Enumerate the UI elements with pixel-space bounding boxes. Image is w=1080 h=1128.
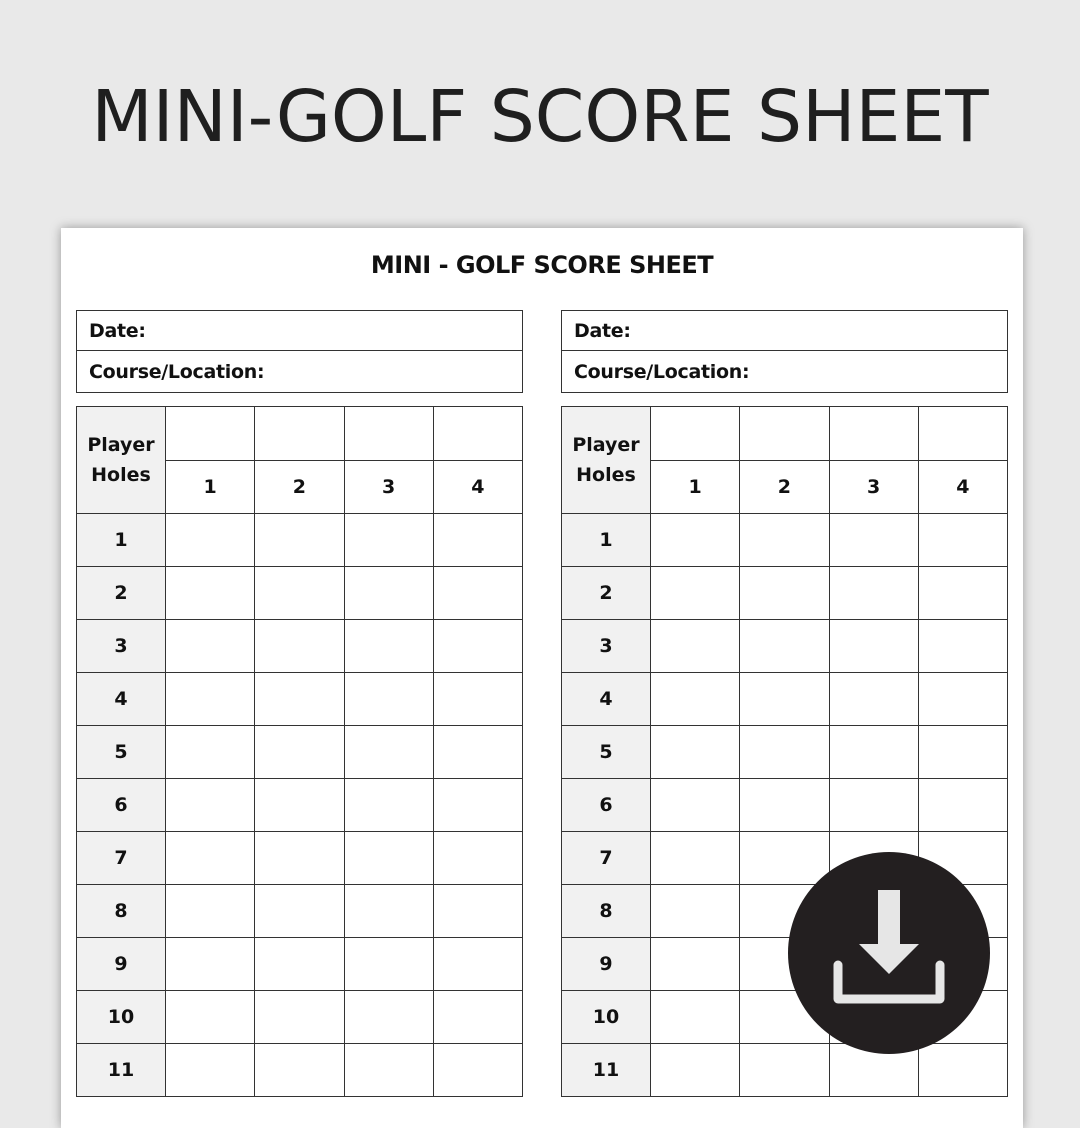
hole-number: 1: [562, 514, 651, 567]
table-row: [562, 673, 1008, 726]
score-cell[interactable]: [255, 938, 344, 991]
score-cell[interactable]: [829, 514, 918, 567]
score-cell[interactable]: [651, 885, 740, 938]
hole-number: 6: [77, 779, 166, 832]
hole-number: 1: [77, 514, 166, 567]
score-cell[interactable]: [255, 1044, 344, 1097]
score-table: [76, 406, 523, 1097]
score-cell[interactable]: [344, 620, 433, 673]
score-cell[interactable]: [651, 991, 740, 1044]
score-cell[interactable]: [829, 779, 918, 832]
date-field[interactable]: [77, 311, 522, 351]
player-name-cell[interactable]: [740, 407, 829, 461]
sheet-title: MINI - GOLF SCORE SHEET: [370, 251, 714, 279]
score-cell[interactable]: [651, 832, 740, 885]
score-cell[interactable]: [344, 938, 433, 991]
player-name-cell[interactable]: [918, 407, 1007, 461]
score-cell[interactable]: [166, 885, 255, 938]
player-number: 2: [740, 461, 829, 514]
score-cell[interactable]: [433, 885, 522, 938]
score-cell[interactable]: [829, 726, 918, 779]
player-name-cell[interactable]: [433, 407, 522, 461]
corner-holes-label: Holes: [576, 464, 636, 486]
score-cell[interactable]: [651, 514, 740, 567]
table-row: [562, 726, 1008, 779]
hole-number: 9: [77, 938, 166, 991]
score-cell[interactable]: [344, 567, 433, 620]
date-field[interactable]: [562, 311, 1007, 351]
score-cell[interactable]: [651, 779, 740, 832]
score-cell[interactable]: [344, 673, 433, 726]
info-box: [76, 310, 523, 393]
score-cell[interactable]: [740, 673, 829, 726]
player-number: 3: [829, 461, 918, 514]
score-cell[interactable]: [166, 567, 255, 620]
location-label: Course/Location:: [89, 360, 265, 383]
score-cell[interactable]: [651, 673, 740, 726]
hole-number: 2: [562, 567, 651, 620]
location-field[interactable]: [77, 351, 522, 392]
score-cell[interactable]: [166, 1044, 255, 1097]
hole-number: 5: [77, 726, 166, 779]
table-row: [562, 567, 1008, 620]
score-cell[interactable]: [651, 567, 740, 620]
player-holes-corner: [77, 407, 166, 514]
location-field[interactable]: [562, 351, 1007, 392]
table-row: [77, 620, 523, 673]
table-row: [77, 779, 523, 832]
date-label: Date:: [574, 319, 631, 342]
score-cell[interactable]: [433, 991, 522, 1044]
player-number: 3: [344, 461, 433, 514]
score-cell[interactable]: [918, 620, 1007, 673]
score-cell[interactable]: [344, 832, 433, 885]
score-cell[interactable]: [829, 620, 918, 673]
hole-number: 4: [562, 673, 651, 726]
download-button[interactable]: [788, 852, 990, 1054]
score-cell[interactable]: [433, 938, 522, 991]
score-cell[interactable]: [740, 514, 829, 567]
score-cell[interactable]: [344, 514, 433, 567]
score-cell[interactable]: [166, 832, 255, 885]
score-cell[interactable]: [255, 567, 344, 620]
score-cell[interactable]: [651, 1044, 740, 1097]
score-cell[interactable]: [433, 620, 522, 673]
score-cell[interactable]: [918, 726, 1007, 779]
table-row: [562, 514, 1008, 567]
score-cell[interactable]: [255, 514, 344, 567]
table-row: [77, 1044, 523, 1097]
location-label: Course/Location:: [574, 360, 750, 383]
score-cell[interactable]: [740, 620, 829, 673]
score-cell[interactable]: [344, 1044, 433, 1097]
score-cell[interactable]: [433, 832, 522, 885]
player-name-cell[interactable]: [166, 407, 255, 461]
hole-number: 3: [77, 620, 166, 673]
hole-number: 11: [562, 1044, 651, 1097]
score-cell[interactable]: [651, 726, 740, 779]
table-row: [77, 885, 523, 938]
score-cell[interactable]: [166, 938, 255, 991]
score-cell[interactable]: [344, 779, 433, 832]
table-row: [562, 620, 1008, 673]
table-row: [562, 779, 1008, 832]
score-cell[interactable]: [255, 726, 344, 779]
corner-player-label: Player: [572, 434, 640, 456]
table-row: [77, 514, 523, 567]
table-row: [77, 726, 523, 779]
score-cell[interactable]: [344, 991, 433, 1044]
player-name-cell[interactable]: [651, 407, 740, 461]
hole-number: 6: [562, 779, 651, 832]
score-cell[interactable]: [255, 832, 344, 885]
corner-player-label: Player: [87, 434, 155, 456]
hole-number: 7: [562, 832, 651, 885]
score-cell[interactable]: [918, 673, 1007, 726]
score-cell[interactable]: [829, 567, 918, 620]
score-cell[interactable]: [255, 991, 344, 1044]
table-row: [77, 832, 523, 885]
table-row: [77, 673, 523, 726]
score-cell[interactable]: [344, 885, 433, 938]
score-cell[interactable]: [255, 779, 344, 832]
hole-number: 10: [77, 991, 166, 1044]
score-cell[interactable]: [166, 991, 255, 1044]
hole-number: 7: [77, 832, 166, 885]
table-row: [77, 567, 523, 620]
download-icon: [788, 852, 990, 1054]
hole-number: 8: [77, 885, 166, 938]
hole-number: 5: [562, 726, 651, 779]
hole-number: 9: [562, 938, 651, 991]
player-number: 4: [918, 461, 1007, 514]
score-cell[interactable]: [740, 779, 829, 832]
hole-number: 11: [77, 1044, 166, 1097]
player-name-cell[interactable]: [344, 407, 433, 461]
player-holes-corner: [562, 407, 651, 514]
score-cell[interactable]: [166, 726, 255, 779]
score-cell[interactable]: [433, 726, 522, 779]
score-cell[interactable]: [918, 779, 1007, 832]
hole-number: 4: [77, 673, 166, 726]
table-row: [77, 938, 523, 991]
score-cell[interactable]: [433, 673, 522, 726]
score-cell[interactable]: [166, 514, 255, 567]
player-number: 2: [255, 461, 344, 514]
score-cell[interactable]: [740, 567, 829, 620]
score-cell[interactable]: [918, 567, 1007, 620]
score-cell[interactable]: [255, 885, 344, 938]
player-name-cell[interactable]: [255, 407, 344, 461]
score-cell[interactable]: [651, 938, 740, 991]
score-cell[interactable]: [344, 726, 433, 779]
score-cell[interactable]: [433, 514, 522, 567]
info-box: [561, 310, 1008, 393]
hole-number: 2: [77, 567, 166, 620]
score-cell[interactable]: [740, 726, 829, 779]
player-number: 4: [433, 461, 522, 514]
player-number: 1: [166, 461, 255, 514]
player-name-cell[interactable]: [829, 407, 918, 461]
score-cell[interactable]: [166, 620, 255, 673]
banner-title: MINI-GOLF SCORE SHEET: [91, 75, 989, 158]
hole-number: 3: [562, 620, 651, 673]
corner-holes-label: Holes: [91, 464, 151, 486]
score-cell[interactable]: [166, 673, 255, 726]
score-cell[interactable]: [166, 779, 255, 832]
score-cell[interactable]: [433, 779, 522, 832]
score-cell[interactable]: [433, 567, 522, 620]
table-row: [77, 991, 523, 1044]
score-cell[interactable]: [918, 514, 1007, 567]
hole-number: 8: [562, 885, 651, 938]
score-cell[interactable]: [829, 673, 918, 726]
score-cell[interactable]: [651, 620, 740, 673]
player-number: 1: [651, 461, 740, 514]
hole-number: 10: [562, 991, 651, 1044]
score-cell[interactable]: [255, 673, 344, 726]
score-cell[interactable]: [433, 1044, 522, 1097]
score-cell[interactable]: [255, 620, 344, 673]
date-label: Date:: [89, 319, 146, 342]
